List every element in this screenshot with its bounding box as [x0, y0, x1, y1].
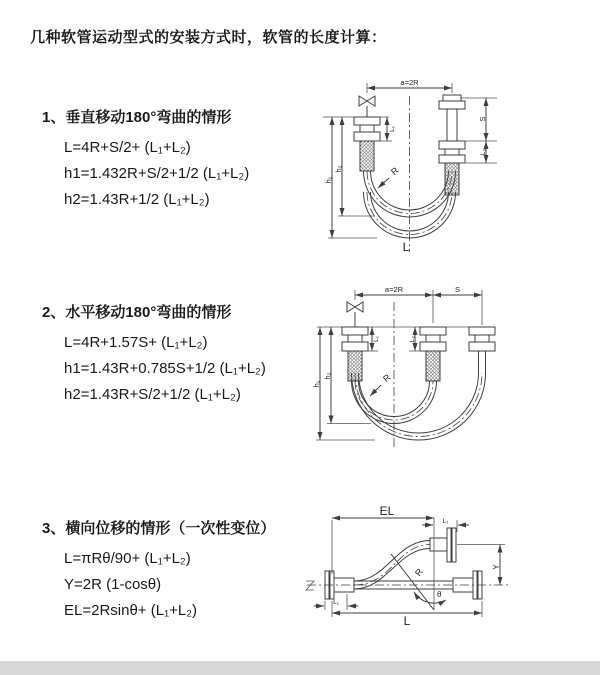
dim-label-el: EL	[379, 504, 395, 518]
braided-hose-left	[360, 141, 374, 171]
dim-label-length: L	[402, 240, 410, 254]
dim-label-l1-top: L₁	[442, 518, 449, 525]
dim-label-radius: R	[413, 566, 425, 579]
dim-label-h1: h₁	[312, 380, 321, 388]
valve-icon	[359, 96, 375, 106]
diagram-3-labels	[333, 504, 501, 628]
diagram-1-labels	[324, 78, 487, 254]
valve-icon	[347, 302, 363, 312]
dim-label-l1: L₁	[389, 126, 396, 132]
section-2-formula-h1: h1=1.43R+0.785S+1/2 (L₁+L₂)	[64, 360, 266, 377]
dim-label-length: L	[403, 614, 411, 628]
section-3-formula-length: L=πRθ/90+ (L₁+L₂)	[64, 550, 191, 567]
break-mark	[306, 581, 314, 590]
section-1-heading: 1、垂直移动180°弯曲的情形	[42, 109, 232, 126]
dim-label-s: S	[478, 116, 487, 122]
diagram-horizontal-movement	[305, 278, 600, 463]
braided-hose-middle	[426, 351, 440, 381]
footer-strip	[0, 661, 600, 675]
dim-label-y: Y	[492, 564, 501, 570]
dim-label-l1-left: L₁	[333, 599, 339, 606]
dim-label-h2: h₂	[323, 372, 332, 380]
section-3	[42, 517, 275, 624]
dim-label-s: S	[454, 285, 461, 294]
section-3-formula-y: Y=2R (1-cosθ)	[64, 576, 162, 593]
diagram-vertical-movement	[305, 72, 600, 257]
dim-label-radius: R	[389, 165, 401, 178]
dim-label-l2: L₂	[480, 148, 487, 156]
section-2-formula-length: L=4R+1.57S+ (L₁+L₂)	[64, 334, 208, 351]
section-2-heading: 2、水平移动180°弯曲的情形	[42, 304, 232, 321]
dim-label-l1: L₁	[373, 336, 380, 342]
hose-u-bend-drawing-2	[316, 290, 495, 450]
dim-label-span: a=2R	[400, 78, 419, 87]
dim-label-span: a=2R	[384, 285, 404, 294]
section-1-formula-length: L=4R+S/2+ (L₁+L₂)	[64, 139, 191, 156]
dim-label-theta: θ	[437, 590, 442, 599]
section-2	[42, 301, 266, 408]
document-title: 几种软管运动型式的安装方式时，软管的长度计算：	[30, 29, 387, 46]
section-3-heading: 3、横向位移的情形（一次性变位）	[42, 520, 276, 537]
dim-label-radius: R	[381, 372, 393, 385]
dim-label-h1: h₁	[324, 176, 333, 184]
diagram-lateral-displacement	[295, 498, 600, 658]
section-1-formula-h2: h2=1.43R+1/2 (L₁+L₂)	[64, 191, 210, 208]
dim-label-h2: h₂	[334, 165, 343, 173]
section-3-formula-el: EL=2Rsinθ+ (L₁+L₂)	[64, 602, 198, 619]
hose-u-bend-drawing	[323, 83, 497, 252]
section-2-formula-h2: h2=1.43R+S/2+1/2 (L₁+L₂)	[64, 386, 241, 403]
section-1-formula-h1: h1=1.432R+S/2+1/2 (L₁+L₂)	[64, 165, 250, 182]
dim-label-l2: L₂	[409, 335, 416, 343]
section-1	[42, 106, 249, 213]
